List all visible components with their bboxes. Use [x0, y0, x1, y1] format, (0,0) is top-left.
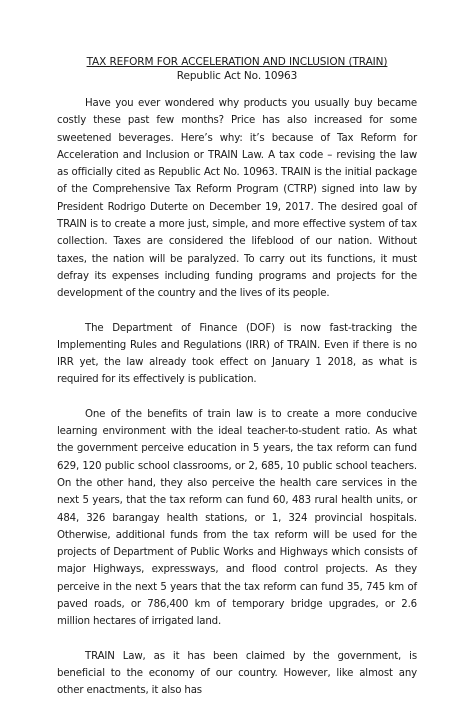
paragraph-economy: TRAIN Law, as it has been claimed by the government, is beneficial to the economy of our country. However, like almost any other enactments, it also has [57, 650, 417, 697]
paragraph-intro: Have you ever wondered why products you usually buy became costly these past few months? Price has also increased for some sweetened beverages. Here’s why: it’s because of Tax Reform for Acceleration and Inclusion or TRAIN Law. A tax code – revising the law as officially cited as Republic Act No. 10963. TRAIN is the initial package of the Comprehensive Tax Reform Program (CTRP) signed into law by President Rodrigo Duterte on December 19, 2017. The desired goal of TRAIN is to create a more just, simple, and more effective system of tax collection. Taxes are considered the lifeblood of our nation. Without taxes, the nation will be paralyzed. To carry out its functions, it must defray its expenses including funding programs and projects for the development of the country and the lives of its people. [57, 98, 417, 300]
document-body [57, 95, 417, 717]
document-title: TAX REFORM FOR ACCELERATION AND INCLUSION (TRAIN) [86, 56, 388, 68]
document-subtitle: Republic Act No. 10963 [176, 70, 298, 82]
paragraph-benefits: One of the benefits of train law is to create a more conducive learning environment with the ideal teacher-to-student ratio. As what the government perceive education in 5 years, the tax reform can fund 629, 120 public school classrooms, or 2, 685, 10 public school teachers. On the other hand, they also perceive the health care services in the next 5 years, that the tax reform can fund 60, 483 rural health units, or 484, 326 barangay health stations, or 1, 324 provincial hospitals. Otherwise, additional funds from the tax reform will be used for the projects of Department of Public Works and Highways which consists of major Highways, expressways, and flood control projects. As they perceive in the next 5 years that the tax reform can fund 35, 745 km of paved roads, or 786,400 km of temporary bridge upgrades, or 2.6 million hectares of irrigated land. [57, 408, 417, 628]
paragraph-dof: The Department of Finance (DOF) is now fast-tracking the Implementing Rules and Regulations (IRR) of TRAIN. Even if there is no IRR yet, the law already took effect on January 1 2018, as what is required for its effectively is publication. [57, 322, 417, 386]
document-header [0, 55, 474, 83]
